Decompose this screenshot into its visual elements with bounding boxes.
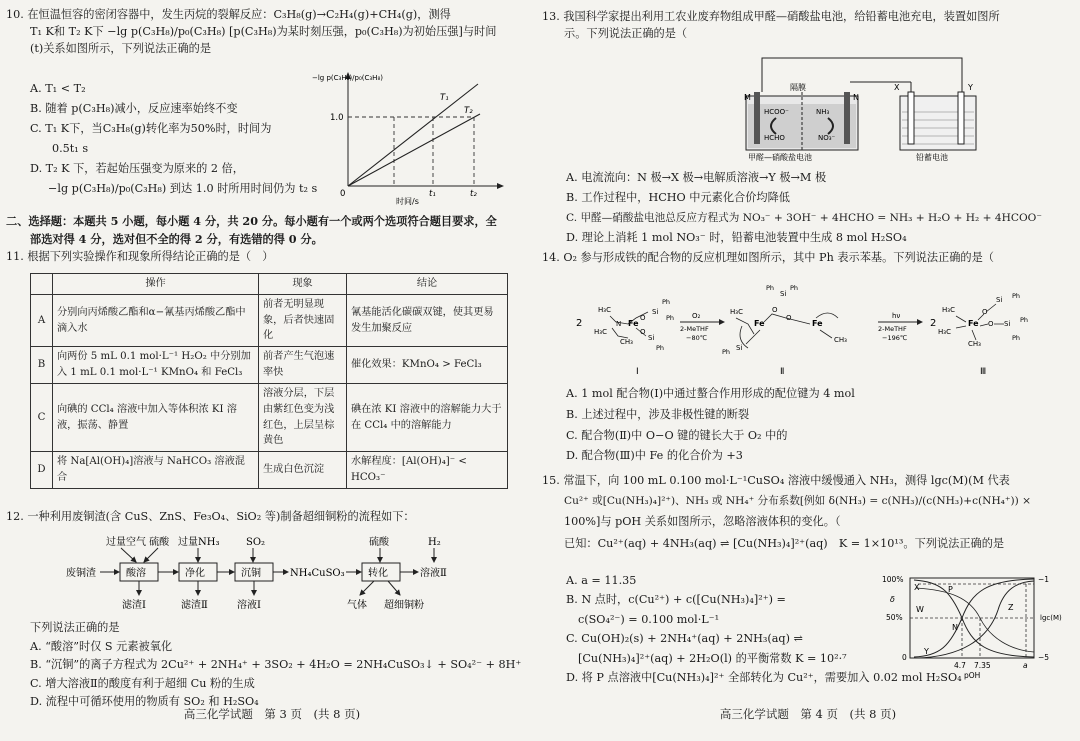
atom-fe: Fe — [812, 319, 823, 328]
q14-option-c: C. 配合物(Ⅱ)中 O−O 键的键长大于 O₂ 中的 — [566, 428, 788, 442]
q15-line2: Cu²⁺ 或[Cu(NH₃)₄]²⁺)、NH₃ 或 NH₄⁺ 分布系数[例如 δ(NH₃) = c(NH₃)/(c(NH₃)+c(NH₄⁺)) × — [564, 495, 1032, 508]
q12-flowchart — [66, 533, 486, 615]
membrane-label: 隔膜 — [790, 83, 806, 92]
cond1-temp: −80℃ — [686, 334, 708, 342]
row-phenomenon: 溶液分层，下层由紫红色变为浅红色，上层呈棕黄色 — [259, 383, 347, 451]
row-conclusion: 水解程度：[Al(OH)₄]⁻ < HCO₃⁻ — [347, 452, 508, 489]
q15-point-p: P — [948, 585, 953, 594]
q15-point-y: Y — [924, 647, 929, 656]
q15-option-c1: C. Cu(OH)₂(s) + 2NH₄⁺(aq) + 2NH₃(aq) ⇌ — [566, 632, 803, 646]
flow-residue-2: 滤渣Ⅱ — [181, 600, 208, 611]
cond1-o2: O₂ — [692, 312, 701, 320]
q10-graph — [312, 70, 508, 208]
q15-x1: 4.7 — [954, 661, 966, 670]
row-phenomenon: 前者无明显现象，后者快速固化 — [259, 294, 347, 346]
q11-header-conclusion: 结论 — [347, 274, 508, 295]
q14-stem: 14. O₂ 参与形成铁的配合物的反应机理如图所示，其中 Ph 表示苯基。下列说法正确的是（ — [542, 251, 994, 265]
q14-option-d: D. 配合物(Ⅲ)中 Fe 的化合价为 +3 — [566, 449, 743, 463]
flow-input-sulfuric: 硫酸 — [369, 537, 389, 548]
q15-point-z: Z — [1008, 603, 1014, 612]
row-key: D — [31, 452, 53, 489]
q10-line2: T₁ K和 T₂ K下 −lg p(C₃H₈)/p₀(C₃H₈) [p(C₃H₈)为某时刻压强，p₀(C₃H₈)为初始压强]与时间 — [30, 25, 497, 39]
table-row — [31, 294, 508, 346]
atom-si: Si — [648, 334, 655, 342]
q10-graph-ylabel: −lg p(C₃H₈)/p₀(C₃H₈) — [312, 74, 383, 82]
atom-o: O — [640, 314, 646, 322]
atom-o: O — [772, 306, 778, 314]
coef-1: 2 — [576, 318, 583, 329]
flow-input-h2: H₂ — [428, 537, 441, 548]
q12-question: 下列说法正确的是 — [30, 621, 120, 634]
atom-fe: Fe — [628, 319, 639, 328]
flow-box-acid-dissolve: 酸溶 — [126, 568, 146, 579]
atom-o: O — [988, 320, 994, 328]
species-hcoo: HCOO⁻ — [764, 108, 789, 116]
flow-end: 溶液Ⅱ — [420, 568, 447, 579]
q15-line4: 已知：Cu²⁺(aq) + 4NH₃(aq) ⇌ [Cu(NH₃)₄]²⁺(aq) K = 1×10¹³。下列说法正确的是 — [564, 536, 1005, 550]
atom-o: O — [640, 328, 646, 336]
row-phenomenon: 前者产生气泡速率快 — [259, 347, 347, 384]
atom-si: Si — [780, 290, 787, 298]
q10-graph-t2-curve: T₂ — [464, 106, 473, 116]
q10-graph-t2-tick: t₂ — [470, 189, 477, 199]
label-complex-1: Ⅰ — [636, 367, 639, 377]
atom-ph: Ph — [790, 284, 799, 292]
flow-input-acid: 过量空气 硫酸 — [106, 537, 170, 548]
row-conclusion: 碘在浓 KI 溶液中的溶解能力大于在 CCl₄ 中的溶解能力 — [347, 383, 508, 451]
q14-mechanism — [576, 282, 1048, 378]
section-2-line2: 部选对得 4 分，选对但不全的得 2 分，有选错的得 0 分。 — [30, 232, 323, 247]
row-operation: 分别向丙烯酸乙酯和α−氰基丙烯酸乙酯中滴入水 — [53, 294, 259, 346]
flow-box-purify: 净化 — [185, 568, 205, 579]
cond2-temp: −196℃ — [882, 334, 908, 342]
footer-page-3: 高三化学试题 第 3 页 (共 8 页) — [183, 707, 361, 721]
atom-ch3: CH₃ — [834, 336, 847, 344]
q13-option-a: A. 电流流向：N 极→X 极→电解质溶液→Y 极→M 极 — [566, 171, 827, 184]
atom-ph: Ph — [656, 344, 665, 352]
atom-ph: Ph — [1020, 316, 1029, 324]
electrode-x: X — [894, 83, 900, 92]
q15-line1: 15. 常温下，向 100 mL 0.100 mol·L⁻¹CuSO₄ 溶液中缓慢通入 NH₃，测得 lgc(M)(M 代表 — [542, 474, 1010, 487]
q10-line3: (t)关系如图所示，下列说法正确的是 — [30, 42, 212, 56]
atom-ph: Ph — [766, 284, 775, 292]
page-3 — [6, 0, 538, 741]
q15-x2: 7.35 — [974, 661, 991, 670]
flow-box-precipitate: 沉铜 — [241, 568, 261, 579]
q15-xlabel: pOH — [964, 671, 981, 680]
cond2-hv: hν — [892, 312, 901, 320]
q11-header-phenomenon: 现象 — [259, 274, 347, 295]
electrode-m: M — [744, 93, 751, 102]
atom-si: Si — [652, 308, 659, 316]
atom-h3c: H₃C — [598, 306, 611, 314]
complex-1 — [594, 298, 674, 377]
table-row — [31, 383, 508, 451]
q12-option-a: A. “酸溶”时仅 S 元素被氧化 — [30, 639, 173, 653]
atom-h3c: H₃C — [938, 328, 951, 336]
q11-header-key — [31, 274, 53, 295]
q10-option-b: B. 随着 p(C₃H₈)减小，反应速率始终不变 — [30, 101, 238, 115]
flow-box-convert: 转化 — [368, 568, 388, 579]
q15-point-w: W — [916, 605, 924, 614]
atom-si: Si — [996, 296, 1003, 304]
atom-ph: Ph — [662, 298, 671, 306]
q11-table — [30, 273, 508, 489]
q15-option-d: D. 将 P 点溶液中[Cu(NH₃)₄]²⁺ 全部转化为 Cu²⁺，需要加入 0.02 mol H₂SO₄ — [566, 671, 962, 685]
table-row — [31, 452, 508, 489]
q15-line3: 100%]与 pOH 关系如图所示，忽略溶液体积的变化。（ — [564, 515, 841, 529]
atom-ph: Ph — [722, 348, 731, 356]
q15-option-c2: [Cu(NH₃)₄]²⁺(aq) + 2H₂O(l) 的平衡常数 K = 10²·⁷ — [578, 651, 847, 665]
species-no3: NO₃⁻ — [818, 134, 836, 142]
q15-delta: δ — [890, 595, 895, 604]
species-nh3: NH₃ — [816, 108, 830, 116]
q15-option-b1: B. N 点时，c(Cu²⁺) + c([Cu(NH₃)₄]²⁺) = — [566, 593, 786, 607]
complex-2 — [722, 284, 847, 377]
row-conclusion: 氰基能活化碳碳双键，使其更易发生加聚反应 — [347, 294, 508, 346]
q15-y0: 0 — [902, 653, 907, 662]
atom-o: O — [786, 314, 792, 322]
coef-2: 2 — [930, 318, 937, 329]
atom-ph: Ph — [666, 314, 675, 322]
q14-option-a: A. 1 mol 配合物(Ⅰ)中通过螯合作用形成的配位键为 4 mol — [566, 387, 855, 400]
q13-option-d: D. 理论上消耗 1 mol NO₃⁻ 时，铅蓄电池装置中生成 8 mol H₂SO₄ — [566, 231, 907, 245]
q10-option-d1: D. T₂ K 下，若起始压强变为原来的 2 倍， — [30, 161, 244, 175]
complex-3 — [938, 292, 1028, 377]
q11-table-header — [31, 274, 508, 295]
flow-input-so2: SO₂ — [246, 537, 266, 548]
atom-fe: Fe — [754, 319, 765, 328]
q10-graph-t1-tick: t₁ — [429, 189, 436, 199]
atom-h3c: H₃C — [730, 308, 743, 316]
q10-option-a: A. T₁ < T₂ — [30, 82, 86, 95]
page-4 — [542, 0, 1074, 741]
q15-yr1: −1 — [1038, 575, 1050, 584]
atom-ch3: CH₃ — [620, 338, 633, 346]
q12-option-d: D. 流程中可循环使用的物质有 SO₂ 和 H₂SO₄ — [30, 695, 259, 709]
row-conclusion: 催化效果：KMnO₄ > FeCl₃ — [347, 347, 508, 384]
q10-graph-origin: 0 — [340, 189, 346, 199]
atom-n: N — [616, 320, 622, 328]
atom-ph: Ph — [1012, 292, 1021, 300]
q13-option-c: C. 甲醛—硝酸盐电池总反应方程式为 NO₃⁻ + 3OH⁻ + 4HCHO = NH₃ + H₂O + H₂ + 4HCOO⁻ — [566, 211, 1042, 224]
q12-option-b: B. “沉铜”的离子方程式为 2Cu²⁺ + 2NH₄⁺ + 3SO₂ + 4H₂O = 2NH₄CuSO₃↓ + SO₄²⁻ + 8H⁺ — [30, 658, 522, 672]
q15-y100: 100% — [882, 575, 904, 584]
q11-stem: 11. 根据下列实验操作和现象所得结论正确的是（ ） — [6, 250, 274, 264]
electrode-y: Y — [968, 83, 973, 92]
atom-fe: Fe — [968, 319, 979, 328]
q15-xa: a — [1023, 661, 1028, 670]
atom-o: O — [982, 308, 988, 316]
flow-residue-1: 滤渣Ⅰ — [122, 600, 146, 611]
q14-option-b: B. 上述过程中，涉及非极性键的断裂 — [566, 407, 750, 421]
cell2-label: 铅蓄电池 — [916, 153, 948, 162]
row-phenomenon: 生成白色沉淀 — [259, 452, 347, 489]
q13-option-b: B. 工作过程中，HCHO 中元素化合价均降低 — [566, 191, 790, 205]
atom-ch3: CH₃ — [968, 340, 981, 348]
cond1-solvent: 2-MeTHF — [680, 325, 709, 333]
q10-option-c2: 0.5t₁ s — [52, 141, 89, 155]
row-operation: 向两份 5 mL 0.1 mol·L⁻¹ H₂O₂ 中分别加入 1 mL 0.1 mol·L⁻¹ KMnO₄ 和 FeCl₃ — [53, 347, 259, 384]
footer-page-4: 高三化学试题 第 4 页 (共 8 页) — [719, 707, 897, 721]
atom-h3c: H₃C — [942, 306, 955, 314]
q10-graph-xlabel: 时间/s — [396, 197, 419, 206]
q10-line1: 10. 在恒温恒容的密闭容器中，发生丙烷的裂解反应：C₃H₈(g)→C₂H₄(g)+CH₄(g)，测得 — [6, 8, 451, 21]
atom-si: Si — [736, 344, 743, 352]
q15-yr5: −5 — [1038, 653, 1050, 662]
q13-line1: 13. 我国科学家提出利用工农业废弃物组成甲醛—硝酸盐电池，给铅蓄电池充电，装置如图所 — [542, 10, 1000, 23]
q15-point-x: X — [914, 583, 920, 592]
row-key: C — [31, 383, 53, 451]
q15-graph — [880, 570, 1072, 682]
flow-input-nh3: 过量NH₃ — [178, 537, 220, 548]
q15-option-b2: c(SO₄²⁻) = 0.100 mol·L⁻¹ — [578, 612, 720, 626]
q11-header-operation: 操作 — [53, 274, 259, 295]
flow-intermediate: NH₄CuSO₃ — [290, 568, 345, 579]
label-complex-3: Ⅲ — [980, 367, 987, 377]
q13-line2: 示。下列说法正确的是（ — [564, 27, 688, 41]
q10-graph-ytick: 1.0 — [330, 113, 344, 123]
q10-graph-t1-curve: T₁ — [440, 93, 449, 103]
q12-option-c: C. 增大溶液Ⅱ的酸度有利于超细 Cu 粉的生成 — [30, 676, 255, 690]
q12-stem: 12. 一种利用废铜渣(含 CuS、ZnS、Fe₃O₄、SiO₂ 等)制备超细铜粉的流程如下： — [6, 510, 415, 523]
section-2-line1: 二、选择题：本题共 5 小题，每小题 4 分，共 20 分。每小题有一个或两个选项符合题目要求，全 — [6, 214, 497, 228]
atom-si: Si — [1004, 320, 1011, 328]
flow-solution-1: 溶液Ⅰ — [237, 600, 261, 611]
label-complex-2: Ⅱ — [780, 367, 785, 377]
q15-ylabel2: lgc(M) — [1040, 614, 1062, 622]
row-operation: 向碘的 CCl₄ 溶液中加入等体积浓 KI 溶液，振荡、静置 — [53, 383, 259, 451]
atom-h3c: H₃C — [594, 328, 607, 336]
q13-battery-figure — [732, 52, 994, 164]
flow-gas: 气体 — [347, 600, 367, 611]
q15-option-a: A. a = 11.35 — [566, 574, 637, 587]
electrode-n: N — [853, 93, 859, 102]
q15-point-n: N — [952, 623, 958, 632]
table-row — [31, 347, 508, 384]
q15-y50: 50% — [886, 613, 903, 622]
row-key: B — [31, 347, 53, 384]
flow-start: 废铜渣 — [66, 568, 96, 579]
q10-option-d2: −lg p(C₃H₈)/p₀(C₃H₈) 到达 1.0 时所用时间仍为 t₂ s — [48, 181, 318, 195]
row-key: A — [31, 294, 53, 346]
flow-copper-powder: 超细铜粉 — [384, 600, 424, 611]
row-operation: 将 Na[Al(OH)₄]溶液与 NaHCO₃ 溶液混合 — [53, 452, 259, 489]
species-hcho: HCHO — [764, 134, 785, 142]
cell1-label: 甲醛—硝酸盐电池 — [748, 153, 812, 162]
cond2-solvent: 2-MeTHF — [878, 325, 907, 333]
atom-ph: Ph — [1012, 334, 1021, 342]
q10-option-c1: C. T₁ K下，当C₃H₈(g)转化率为50%时，时间为 — [30, 121, 272, 135]
